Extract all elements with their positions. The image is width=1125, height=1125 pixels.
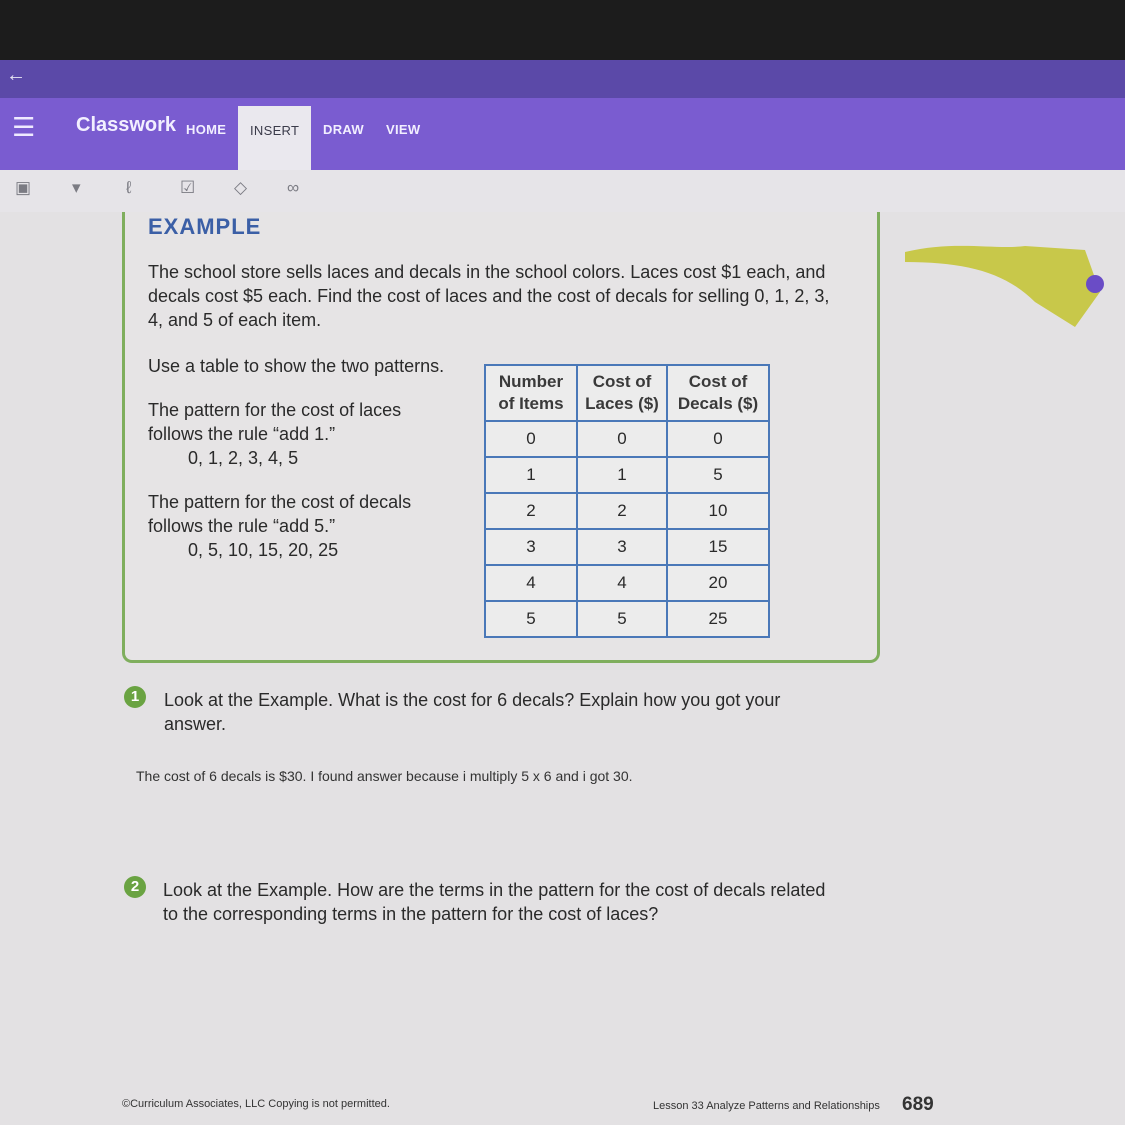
table-cell: 0 (577, 421, 667, 457)
table-cell: 2 (485, 493, 577, 529)
table-cell: 5 (577, 601, 667, 637)
table-cell: 1 (485, 457, 577, 493)
menu-icon[interactable]: ☰ (12, 112, 36, 142)
table-cell: 5 (485, 601, 577, 637)
table-row (485, 601, 769, 637)
table-cell: 4 (577, 565, 667, 601)
table-row (485, 457, 769, 493)
table-cell: 10 (667, 493, 769, 529)
lesson-footer: Lesson 33 Analyze Patterns and Relationships (653, 1100, 880, 1112)
example-title: EXAMPLE (148, 214, 262, 239)
table-cell: 15 (667, 529, 769, 565)
tab-home[interactable]: HOME (186, 122, 227, 137)
table-row (485, 529, 769, 565)
link-icon[interactable]: ∞ (287, 178, 300, 197)
page-number: 689 (902, 1094, 934, 1115)
table-cell: 4 (485, 565, 577, 601)
table-header-row (485, 365, 769, 421)
question-2-text: Look at the Example. How are the terms in the pattern for the cost of decals related to the corresponding terms in the pattern for the cost of laces? (163, 880, 826, 924)
table-row (485, 565, 769, 601)
problem-text: The school store sells laces and decals in the school colors. Laces cost $1 each, and decals cost $5 each. Find the cost of laces and the cost of decals for selling 0, 1, 2, 3, 4, and 5 of each item. (148, 262, 830, 330)
back-arrow-icon[interactable]: ← (6, 64, 26, 86)
table-header: Number of Items (485, 365, 577, 421)
tab-view[interactable]: VIEW (386, 122, 421, 137)
table-cell: 1 (577, 457, 667, 493)
checkbox-icon[interactable]: ☑ (180, 178, 196, 197)
worksheet-page (0, 212, 1125, 1125)
ribbon-header (0, 98, 1125, 170)
decals-sequence: 0, 5, 10, 15, 20, 25 (188, 540, 339, 560)
attachment-icon[interactable]: ℓ (126, 178, 132, 197)
question-1-text: Look at the Example. What is the cost for 6 decals? Explain how you got your answer. (164, 690, 781, 734)
answer-1-text[interactable]: The cost of 6 decals is $30. I found answer because i multiply 5 x 6 and i got 30. (136, 768, 633, 784)
table-cell: 2 (577, 493, 667, 529)
table-cell: 20 (667, 565, 769, 601)
copyright-footer: ©Curriculum Associates, LLC Copying is not permitted. (122, 1098, 390, 1110)
tape-decoration-icon (905, 232, 1105, 332)
table-cell: 0 (667, 421, 769, 457)
table-row (485, 421, 769, 457)
pattern-explanation (148, 354, 448, 562)
microphone-icon[interactable]: ▾ (72, 178, 81, 197)
laces-sequence: 0, 1, 2, 3, 4, 5 (188, 448, 299, 468)
app-title: Classwork (76, 114, 177, 136)
table-header: Cost of Decals ($) (667, 365, 769, 421)
question-2-badge: 2 (124, 876, 146, 898)
tag-icon[interactable]: ◇ (234, 178, 248, 197)
tab-draw[interactable]: DRAW (323, 122, 364, 137)
table-header: Cost of Laces ($) (577, 365, 667, 421)
table-cell: 5 (667, 457, 769, 493)
insert-toolbar (0, 170, 1125, 213)
table-cell: 3 (577, 529, 667, 565)
tab-insert[interactable]: INSERT (238, 106, 311, 170)
laces-rule-text: The pattern for the cost of laces follows the rule “add 1.” (148, 400, 402, 444)
instruction-text: Use a table to show the two patterns. (148, 356, 445, 376)
question-1-badge: 1 (124, 686, 146, 708)
table-cell: 3 (485, 529, 577, 565)
status-bar (0, 60, 1125, 100)
decals-rule-text: The pattern for the cost of decals follows the rule “add 5.” (148, 492, 412, 536)
table-cell: 25 (667, 601, 769, 637)
table-row (485, 493, 769, 529)
table-cell: 0 (485, 421, 577, 457)
cost-table (484, 364, 770, 638)
camera-icon[interactable]: ▣ (15, 178, 32, 197)
